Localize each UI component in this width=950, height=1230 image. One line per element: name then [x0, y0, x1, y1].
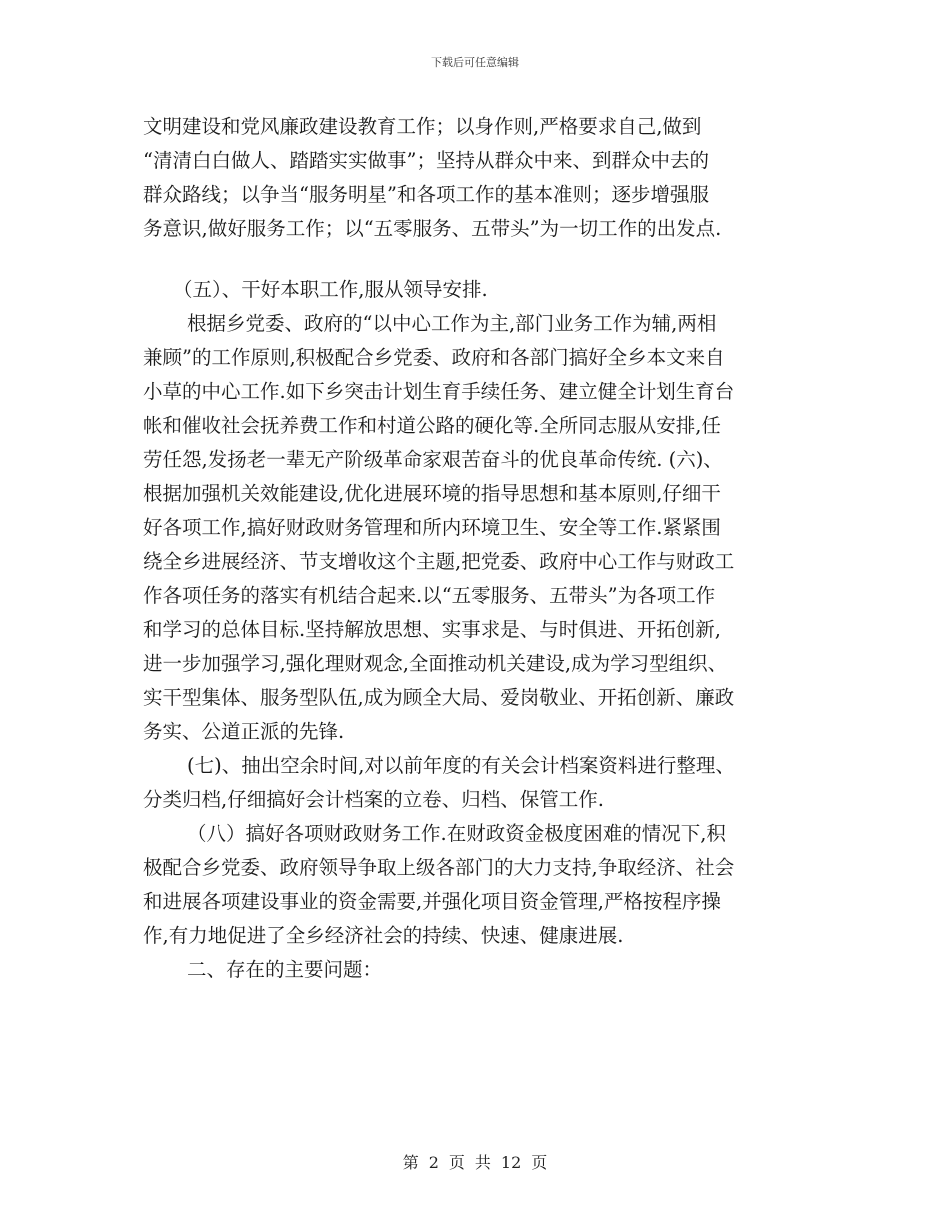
text-line: 帐和催收社会抚养费工作和村道公路的硬化等.全所同志服从安排,任 — [143, 414, 721, 437]
text-line: “清清白白做人、踏踏实实做事”；坚持从群众中来、到群众中去的 — [143, 149, 709, 172]
text-line: 作各项任务的落实有机结合起来.以“五零服务、五带头”为各项工作 — [143, 584, 716, 607]
section-heading-eight: （八）搞好各项财政财务工作.在财政资金极度困难的情况下,积 — [187, 822, 726, 845]
footer-ye: 页 — [448, 1153, 465, 1172]
text-line: 实干型集体、服务型队伍,成为顾全大局、爱岗敬业、开拓创新、廉政 — [143, 686, 735, 709]
text-line: 好各项工作,搞好财政财务管理和所内环境卫生、安全等工作.紧紧围 — [143, 516, 721, 539]
section-five — [143, 273, 811, 987]
text-line: 根据加强机关效能建设,优化进展环境的指导思想和基本原则,仔细干 — [143, 482, 721, 505]
text-line: 兼顾”的工作原则,积极配合乡党委、政府和各部门搞好全乡本文来自 — [143, 346, 725, 369]
text-line: 务实、公道正派的先锋. — [143, 720, 345, 743]
text-line: 务意识,做好服务工作；以“五零服务、五带头”为一切工作的出发点. — [143, 217, 722, 240]
text-line: 进一步加强学习,强化理财观念,全面推动机关建设,成为学习型组织、 — [143, 652, 728, 675]
text-line: 和学习的总体目标.坚持解放思想、实事求是、与时俱进、开拓创新, — [143, 618, 721, 641]
text-line: 劳任怨,发扬老一辈无产阶级革命家艰苦奋斗的优良革命传统. (六)、 — [143, 448, 723, 471]
section-heading-problems: 二、存在的主要问题： — [187, 958, 383, 981]
text-line: 和进展各项建设事业的资金需要,并强化项目资金管理,严格按程序操 — [143, 890, 721, 913]
text-line: 作,有力地促进了全乡经济社会的持续、快速、健康进展. — [143, 924, 624, 947]
footer-gong: 共 — [474, 1153, 491, 1172]
page-number-footer — [0, 1150, 950, 1173]
text-line: 根据乡党委、政府的“以中心工作为主,部门业务工作为辅,两相 — [187, 312, 717, 335]
text-line: 群众路线；以争当“服务明星”和各项工作的基本准则；逐步增强服 — [143, 183, 709, 206]
document-body — [143, 110, 811, 987]
total-page-count: 12 — [500, 1153, 522, 1172]
footer-ye: 页 — [531, 1153, 548, 1172]
text-line: 绕全乡进展经济、节支增收这个主题,把党委、政府中心工作与财政工 — [143, 550, 735, 573]
text-line: 极配合乡党委、政府领导争取上级各部门的大力支持,争取经济、社会 — [143, 856, 735, 879]
footer-di: 第 — [402, 1153, 419, 1172]
text-line: 文明建设和党风廉政建设教育工作；以身作则,严格要求自己,做到 — [143, 115, 702, 138]
text-line: 分类归档,仔细搞好会计档案的立卷、归档、保管工作. — [143, 788, 604, 811]
paragraph-continued — [143, 110, 811, 246]
page-header: 下载后可任意编辑 — [431, 56, 519, 69]
current-page-number: 2 — [428, 1153, 439, 1172]
section-heading-seven: (七)、抽出空余时间,对以前年度的有关会计档案资料进行整理、 — [187, 754, 735, 777]
text-line: 小草的中心工作.如下乡突击计划生育手续任务、建立健全计划生育台 — [143, 380, 735, 403]
section-heading-five: （五）、干好本职工作,服从领导安排. — [173, 278, 488, 301]
paragraph-gap — [143, 246, 811, 273]
